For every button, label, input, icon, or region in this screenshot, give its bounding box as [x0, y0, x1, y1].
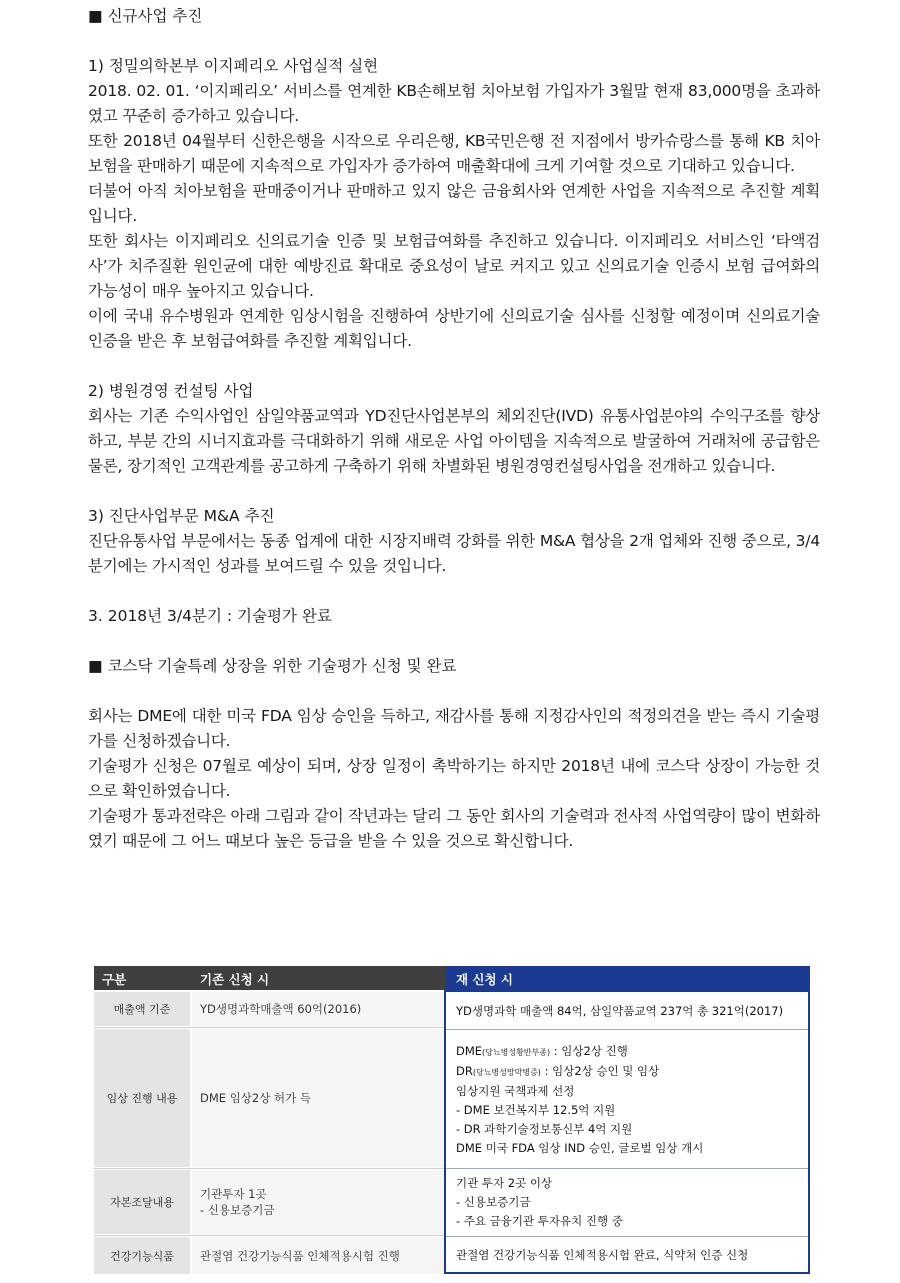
item1-paragraph: 더불어 아직 치아보험을 판매중이거나 판매하고 있지 않은 금융회사와 연계한 사업을 지속적으로 추진할 계획입니다. — [88, 182, 820, 225]
row-divider — [94, 1027, 446, 1028]
clinical-line: DME 미국 FDA 임상 IND 승인, 글로벌 임상 개시 — [456, 1141, 704, 1155]
document-body — [88, 4, 820, 854]
item2-paragraph: 회사는 기존 수익사업인 삼일약품교역과 YD진단사업본부의 체외진단(IVD) 유통사업분야의 수익구조를 향상하고, 부분 간의 시너지효과를 극대화하기 위해 새로운 사업 아이템을 지속적으로 발굴하여 거래처에 공급함은 물론, 장기적인 고객관계를 공고하게 구축하기 위해 차별화된 병원경영컨설팅사업을 전개하고 있습니다. — [88, 407, 820, 475]
dr-note: (당뇨병성망막병증) — [472, 1068, 541, 1077]
row-category: 건강기능식품 — [94, 1237, 190, 1274]
header-category: 구분 — [102, 972, 127, 987]
new-value-sales: YD생명과학 매출액 84억, 삼일약품교역 237억 총 321억(2017) — [456, 1004, 784, 1018]
clinical-dr-line — [456, 1062, 800, 1082]
new-value-health-food: 관절염 건강기능식품 인체적용시험 완료, 식약처 인증 신청 — [456, 1248, 749, 1262]
row-old-value: YD생명과학매출액 60억(2016) — [192, 992, 444, 1026]
old-line: 기관투자 1곳 — [200, 1187, 267, 1201]
new-value-clinical — [456, 1042, 800, 1158]
item1-paragraph: 이에 국내 유수병원과 연계한 임상시험을 진행하여 상반기에 신의료기술 심사를 신청할 예정이며 신의료기술 인증을 받은 후 보험급여화를 추진할 계획입니다. — [88, 307, 820, 350]
section2-paragraph: 기술평가 통과전략은 아래 그림과 같이 작년과는 달리 그 동안 회사의 기술력과 전사적 사업역량이 많이 변화하였기 때문에 그 어느 때보다 높은 등급을 받을 수 있을 것으로 확신합니다. — [88, 807, 820, 850]
row-category: 임상 진행 내용 — [94, 1029, 190, 1167]
dme-status: : 임상2상 진행 — [550, 1044, 628, 1058]
header-new: 재 신청 시 — [456, 972, 514, 987]
dme-note: (당뇨병성황반부종) — [482, 1048, 551, 1057]
section-title-tech-evaluation: 3. 2018년 3/4분기 : 기술평가 완료 — [88, 607, 332, 625]
item2-title: 2) 병원경영 컨설팅 사업 — [88, 382, 254, 400]
row-old-value: DME 임상2상 허가 득 — [192, 1029, 444, 1167]
item3-title: 3) 진단사업부문 M&A 추진 — [88, 507, 275, 525]
item1-title: 1) 정밀의학본부 이지페리오 사업실적 실현 — [88, 57, 379, 75]
clinical-line: - DR 과학기술정보통신부 4억 지원 — [456, 1122, 633, 1136]
comparison-table — [94, 966, 810, 1274]
row-old-value: 관절염 건강기능식품 인체적용시험 진행 — [192, 1237, 444, 1274]
section2-paragraph: 회사는 DME에 대한 미국 FDA 임상 승인을 득하고, 재감사를 통해 지정감사인의 적정의견을 받는 즉시 기술평가를 신청하겠습니다. — [88, 707, 820, 750]
new-divider — [446, 1236, 808, 1237]
item3-paragraph: 진단유통사업 부문에서는 동종 업계에 대한 시장지배력 강화를 위한 M&A 협상을 2개 업체와 진행 중으로, 3/4분기에는 가시적인 성과를 보여드릴 수 있을 것입니다. — [88, 532, 820, 575]
section-heading-kosdaq: ■ 코스닥 기술특례 상장을 위한 기술평가 신청 및 완료 — [88, 657, 457, 675]
item1-paragraph: 또한 2018년 04월부터 신한은행을 시작으로 우리은행, KB국민은행 전 지점에서 방카슈랑스를 통해 KB 치아보험을 판매하기 때문에 지속적으로 가입자가 증가하여 매출확대에 크게 기여할 것으로 기대하고 있습니다. — [88, 132, 820, 175]
header-left-bar — [94, 966, 446, 990]
funding-line: - 주요 금융기관 투자유치 진행 중 — [456, 1214, 623, 1228]
row-category: 매출액 기준 — [94, 992, 190, 1026]
clinical-line: 임상지원 국책과제 선정 — [456, 1084, 575, 1098]
dme-label: DME — [456, 1044, 483, 1058]
row-old-value — [192, 1170, 444, 1234]
header-old: 기존 신청 시 — [200, 972, 270, 987]
row-divider — [94, 1168, 446, 1169]
row-category: 자본조달내용 — [94, 1170, 190, 1234]
new-divider — [446, 1168, 808, 1169]
dr-label: DR — [456, 1064, 473, 1078]
new-value-funding — [456, 1174, 800, 1231]
section-heading-new-business: ■ 신규사업 추진 — [88, 7, 203, 25]
old-line: - 신용보증기금 — [200, 1203, 275, 1217]
row-divider — [94, 1235, 446, 1236]
item1-paragraph: 2018. 02. 01. ‘이지페리오’ 서비스를 연계한 KB손해보험 치아보험 가입자가 3월말 현재 83,000명을 초과하였고 꾸준히 증가하고 있습니다. — [88, 82, 820, 125]
dr-status: : 임상2상 승인 및 임상 — [540, 1064, 660, 1078]
item1-paragraph: 또한 회사는 이지페리오 신의료기술 인증 및 보험급여화를 추진하고 있습니다. 이지페리오 서비스인 ‘타액검사’가 치주질환 원인균에 대한 예방진료 확대로 중요성이 날로 커지고 있고 신의료기술 인증시 보험 급여화의 가능성이 매우 높아지고 있습니다. — [88, 232, 820, 300]
new-application-box — [444, 990, 810, 1274]
clinical-dme-line — [456, 1042, 800, 1062]
funding-line: - 신용보증기금 — [456, 1195, 531, 1209]
new-divider — [446, 1029, 808, 1030]
section2-paragraph: 기술평가 신청은 07월로 예상이 되며, 상장 일정이 촉박하기는 하지만 2018년 내에 코스닥 상장이 가능한 것으로 확인하였습니다. — [88, 757, 820, 800]
table-header — [94, 966, 810, 990]
clinical-line: - DME 보건복지부 12.5억 지원 — [456, 1103, 616, 1117]
funding-line: 기관 투자 2곳 이상 — [456, 1176, 553, 1190]
